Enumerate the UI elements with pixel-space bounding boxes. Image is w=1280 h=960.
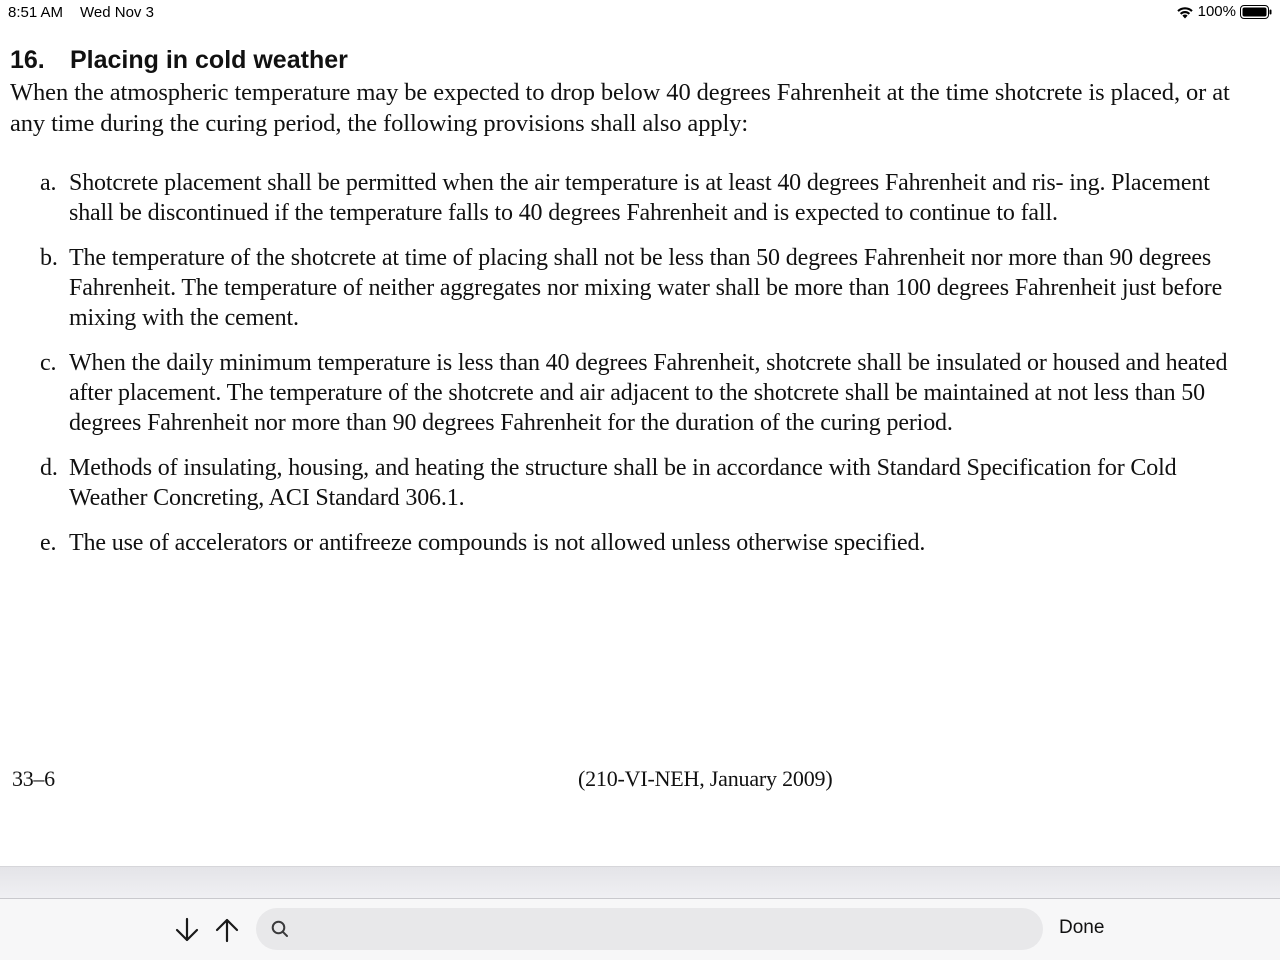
- find-toolbar: [0, 898, 1280, 960]
- section-heading: [10, 46, 348, 75]
- section-intro: When the atmospheric temperature may be expected to drop below 40 degrees Fahrenheit at the time shotcrete is placed, or at any time during the curing period, the following provisions shall also apply:: [10, 79, 1230, 137]
- previous-match-button[interactable]: [212, 915, 242, 945]
- provision-letter: a.: [40, 170, 57, 196]
- search-icon: [270, 919, 290, 939]
- page-footer-reference: (210-VI-NEH, January 2009): [578, 766, 833, 791]
- section-number: 16.: [10, 46, 45, 74]
- provision-text: Shotcrete placement shall be permitted when the air temperature is at least 40 degrees Fahrenheit and ris- ing. Placement shall be discontinued if the temperature falls to 40 degrees Fahrenheit and is expected to continue to fall.: [69, 170, 1210, 226]
- provision-letter: e.: [40, 530, 57, 556]
- arrow-up-icon: [214, 916, 240, 944]
- provision-item-a: [40, 168, 1255, 228]
- provision-item-e: [40, 528, 1255, 558]
- arrow-down-icon: [174, 916, 200, 944]
- status-time: 8:51 AM: [8, 4, 64, 21]
- section-title: Placing in cold weather: [70, 46, 348, 74]
- page-number: 33–6: [12, 766, 55, 791]
- provision-letter: b.: [40, 245, 58, 271]
- find-search-input[interactable]: [298, 914, 1032, 946]
- toolbar-divider: [0, 866, 1280, 899]
- provision-item-b: [40, 243, 1255, 333]
- done-button[interactable]: Done: [1059, 917, 1105, 938]
- provision-text: The use of accelerators or antifreeze compounds is not allowed unless otherwise specified.: [69, 530, 926, 556]
- provision-text: Methods of insulating, housing, and heating the structure shall be in accordance with Standard Specification for Cold Weather Concreting, ACI Standard 306.1.: [69, 455, 1177, 511]
- next-match-button[interactable]: [172, 915, 202, 945]
- status-date: Wed Nov 3: [80, 4, 154, 21]
- provision-text: When the daily minimum temperature is less than 40 degrees Fahrenheit, shotcrete shall be insulated or housed and heated after placement. The temperature of the shotcrete and air adjacent to the shotcrete shall be maintained at not less than 50 degrees Fahrenheit nor more than 90 degrees Fahrenheit for the duration of the curing period.: [69, 350, 1228, 436]
- provision-list: [40, 168, 1255, 573]
- provision-letter: d.: [40, 455, 58, 481]
- provision-text: The temperature of the shotcrete at time of placing shall not be less than 50 degrees Fahrenheit nor more than 90 degrees Fahrenheit. The temperature of neither aggregates nor mixing water shall be more than 100 degrees Fahrenheit just before mixing with the cement.: [69, 245, 1223, 331]
- battery-percent: 100%: [1197, 3, 1236, 20]
- provision-item-d: [40, 453, 1255, 513]
- provision-letter: c.: [40, 350, 57, 376]
- find-search-field[interactable]: [256, 908, 1043, 950]
- provision-item-c: [40, 348, 1255, 438]
